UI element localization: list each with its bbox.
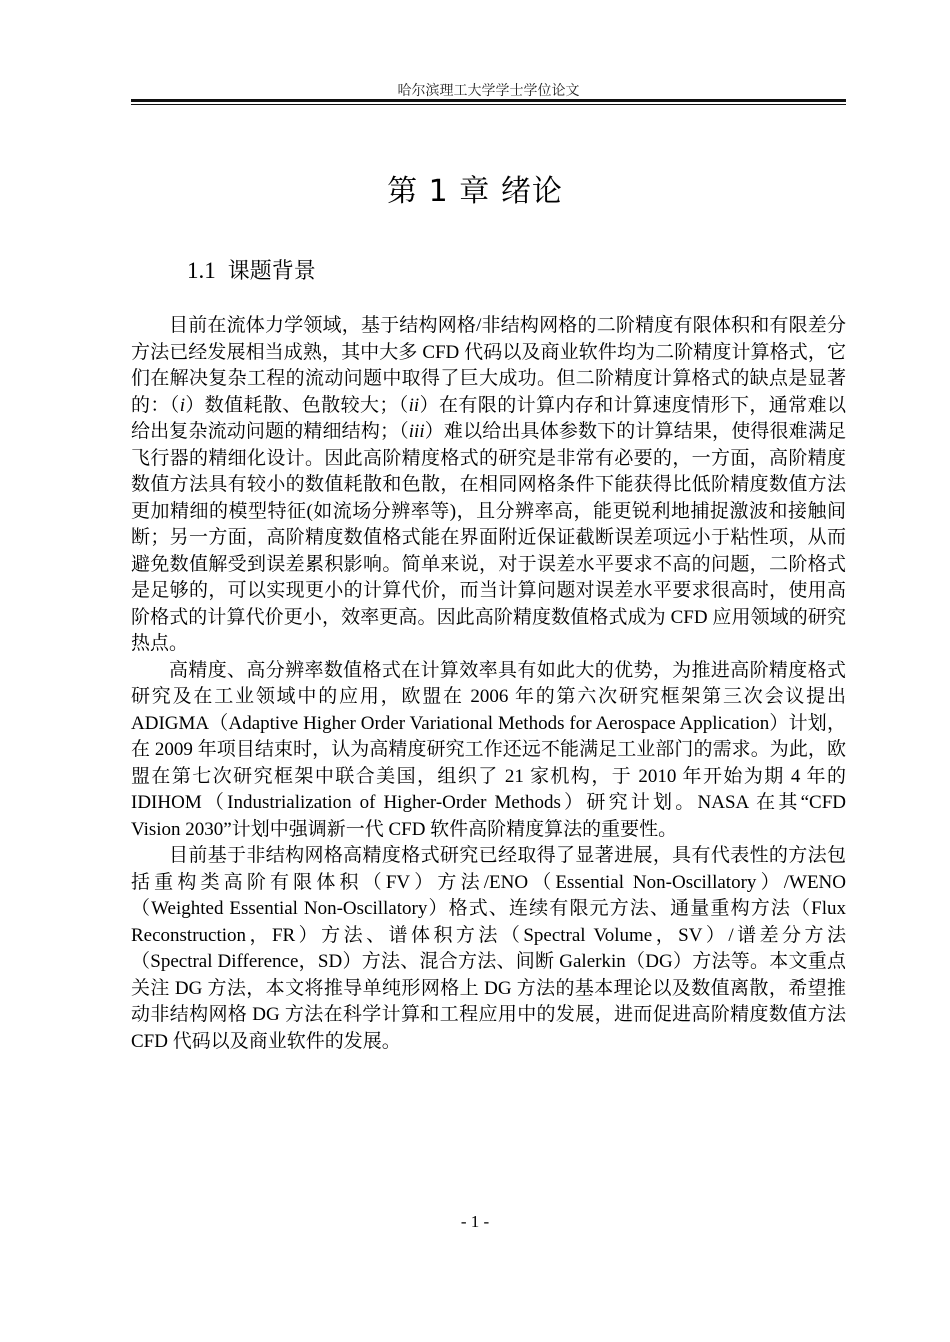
paragraph-1 — [131, 313, 846, 658]
header-rule-thin — [131, 104, 846, 105]
section-title: 课题背景 — [227, 259, 316, 284]
paragraph-3: 目前基于非结构网格高精度格式研究已经取得了显著进展，具有代表性的方法包括重构类高阶有限体积（FV）方法/ENO（Essential Non-Oscillatory）/WENO（Weighted Essential Non-Oscillatory）格式、连续有限元方法、通量重构方法（Flux Reconstruction，FR）方法、谱体积方法（Spectral Volume，SV）/谱差分方法（Spectral Difference，SD）方法、混合方法、间断 Galerkin（DG）方法等。本文重点关注 DG 方法，本文将推导单纯形网格上 DG 方法的基本理论以及数值离散，希望推动非结构网格 DG 方法在科学计算和工程应用中的发展，进而促进高阶精度数值方法 CFD 代码以及商业软件的发展。 — [131, 845, 846, 1052]
roman-numeral-iii: iii — [408, 421, 425, 442]
section-number: 1.1 — [187, 258, 216, 283]
paragraph-2: 高精度、高分辨率数值格式在计算效率具有如此大的优势，为推进高阶精度格式研究及在工业领域中的应用，欧盟在 2006 年的第六次研究框架第三次会议提出 ADIGMA（Adaptive Higher Order Variational Methods for Aerospace Application）计划，在 2009 年项目结束时，认为高精度研究工作还远不能满足工业部门的需求。为此，欧盟在第七次研究框架中联合美国，组织了 21 家机构，于 2010 年开始为期 4 年的 IDIHOM（Industrialization of Higher-Order Methods）研究计划。NASA 在其“CFD Vision 2030”计划中强调新一代 CFD 软件高阶精度算法的重要性。 — [131, 659, 846, 840]
section-heading — [187, 254, 316, 285]
chapter-title: 第 1 章 绪论 — [387, 174, 563, 209]
header-rule-thick — [131, 99, 846, 102]
paragraph-1-text-c: ）在有限的计算内存和计算速度情形下，通常难以给出复杂流动问题的精细结构；（ — [131, 394, 846, 442]
body-text — [131, 313, 846, 1055]
running-header: 哈尔滨理工大学学士学位论文 — [397, 83, 580, 99]
roman-numeral-ii: ii — [408, 394, 420, 416]
roman-numeral-i: i — [179, 394, 185, 416]
paragraph-1-text-b: ）数值耗散、色散较大；（ — [184, 394, 409, 416]
paragraph-1-text-a: 目前在流体力学领域，基于结构网格/非结构网格的二阶精度有限体积和有限差分方法已经发展相当成熟，其中大多 CFD 代码以及商业软件均为二阶精度计算格式，它们在解决复杂工程的流动问题中取得了巨大成功。但二阶精度计算格式的缺点是显著的：（ — [131, 315, 846, 416]
page-number: - 1 - — [460, 1212, 490, 1231]
paragraph-1-text-d: ）难以给出具体参数下的计算结果，使得很难满足飞行器的精细化设计。因此高阶精度格式的研究是非常有必要的，一方面，高阶精度数值方法具有较小的数值耗散和色散，在相同网格条件下能获得比低阶精度数值方法更加精细的模型特征(如流场分辨率等)，且分辨率高，能更锐利地捕捉激波和接触间断；另一方面，高阶精度数值格式能在界面附近保证截断误差项远小于粘性项，从而避免数值解受到误差累积影响。简单来说，对于误差水平要求不高的问题，二阶格式是足够的，可以实现更小的计算代价，而当计算问题对误差水平要求很高时，使用高阶格式的计算代价更小，效率更高。因此高阶精度数值格式成为 CFD 应用领域的研究热点。 — [131, 421, 846, 654]
